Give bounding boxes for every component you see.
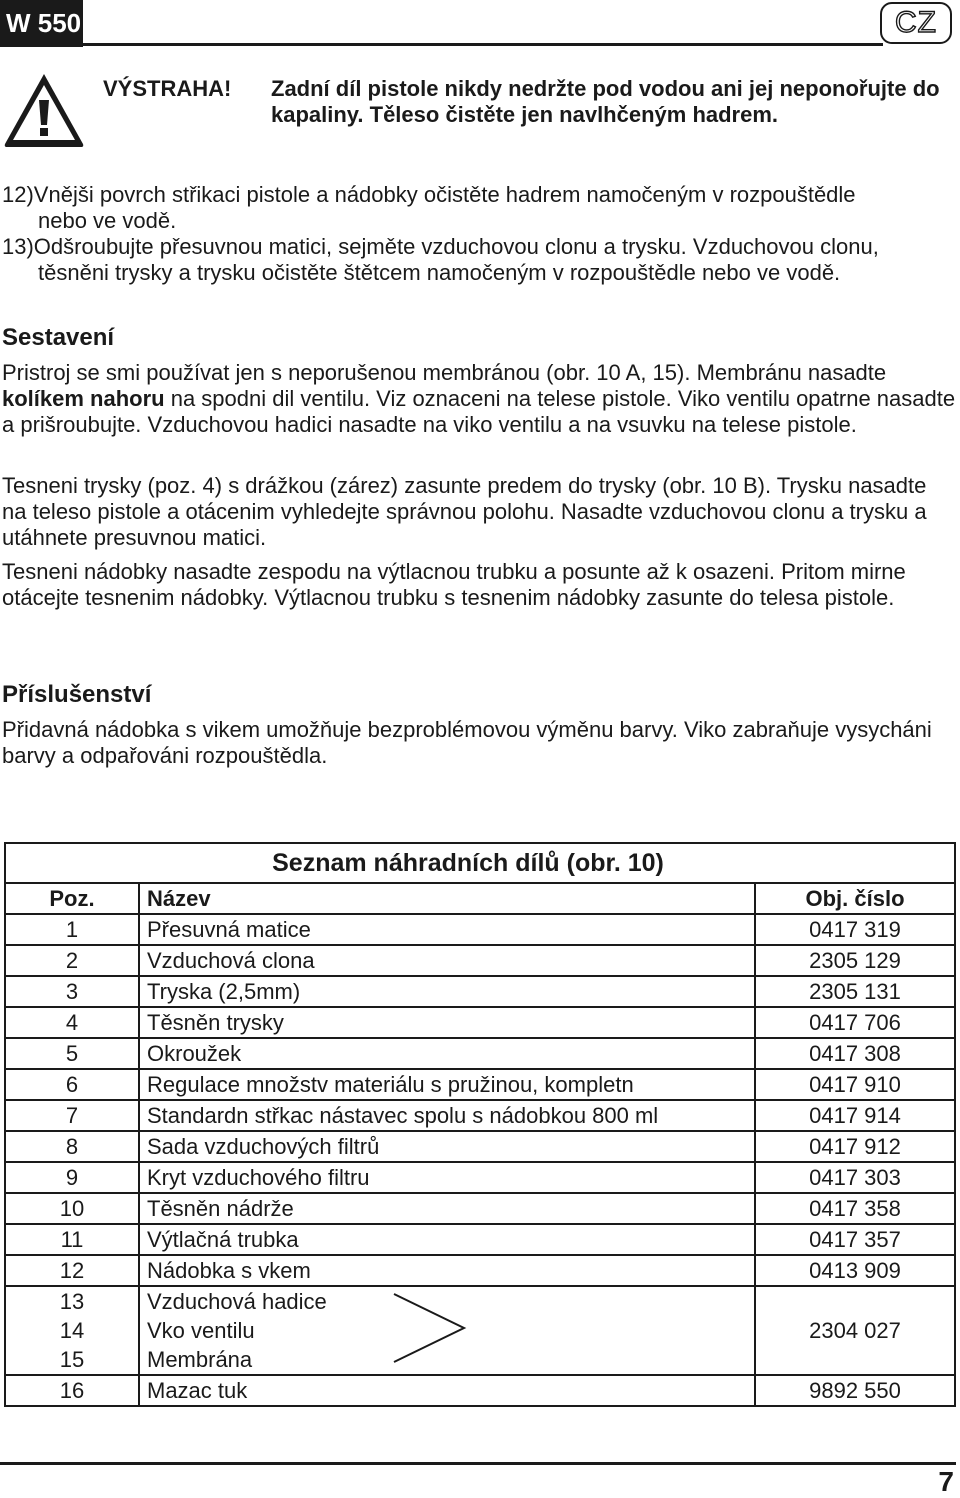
cell-pos: 8 [5, 1131, 139, 1162]
cell-pos: 11 [5, 1224, 139, 1255]
cell-code: 0417 910 [755, 1069, 955, 1100]
assembly-paragraph-2: Tesneni trysky (poz. 4) s drážkou (zárez) zasunte predem do trysky (obr. 10 B). Trysku nasadte na teleso pistole a otácenim vyhledejte správnou polohu. Nasadte vzduchovou clonu a trysku a utáhnete presuvnou matici. [2, 473, 927, 550]
cell-name: Přesuvná matice [139, 914, 755, 945]
cell-name: Vko ventilu [139, 1316, 755, 1345]
cell-name: Kryt vzduchového filtru [139, 1162, 755, 1193]
table-row [5, 976, 955, 1007]
parts-table-header [5, 883, 955, 914]
step-number: 13) [2, 234, 34, 259]
table-row [5, 1286, 955, 1316]
cell-pos: 9 [5, 1162, 139, 1193]
cell-code: 2304 027 [755, 1316, 955, 1345]
table-row [5, 1131, 955, 1162]
cell-pos: 5 [5, 1038, 139, 1069]
header-rule [83, 43, 883, 46]
table-row [5, 1069, 955, 1100]
cell-pos: 1 [5, 914, 139, 945]
cell-name: Standardn střkac nástavec spolu s nádobkou 800 ml [139, 1100, 755, 1131]
step-13 [2, 234, 957, 286]
cell-code [755, 1345, 955, 1375]
model-badge: W 550 [0, 0, 83, 47]
section-heading-assembly: Sestavení [2, 324, 115, 351]
accessories-paragraph: Přidavná nádobka s vikem umožňuje bezproblémovou výměnu barvy. Viko zabraňuje vysycháni barvy a odpařováni rozpouštědla. [2, 717, 932, 768]
cell-pos: 15 [5, 1345, 139, 1375]
cell-code: 9892 550 [755, 1375, 955, 1406]
table-row [5, 1345, 955, 1375]
cell-name: Mazac tuk [139, 1375, 755, 1406]
cell-pos: 12 [5, 1255, 139, 1286]
header-name: Název [139, 883, 755, 914]
assembly-emphasis: kolíkem nahoru [2, 386, 165, 411]
cell-pos: 10 [5, 1193, 139, 1224]
header-code: Obj. číslo [755, 883, 955, 914]
cell-code: 0417 706 [755, 1007, 955, 1038]
cell-name: Sada vzduchových filtrů [139, 1131, 755, 1162]
cell-name: Regulace množstv materiálu s pružinou, kompletn [139, 1069, 755, 1100]
cell-code: 2305 131 [755, 976, 955, 1007]
cell-code: 2305 129 [755, 945, 955, 976]
cell-code: 0417 914 [755, 1100, 955, 1131]
cell-name: Výtlačná trubka [139, 1224, 755, 1255]
parts-table-title: Seznam náhradních dílů (obr. 10) [5, 843, 955, 883]
cell-name: Vzduchová hadice [139, 1286, 755, 1316]
cell-code: 0417 358 [755, 1193, 955, 1224]
table-row [5, 1375, 955, 1406]
warning-text: Zadní díl pistole nikdy nedržte pod vodou ani jej neponořujte do kapaliny. Těleso čistěte jen navlhčeným hadrem. [271, 76, 940, 127]
page-number: 7 [938, 1466, 954, 1497]
table-row [5, 914, 955, 945]
assembly-text: Pristroj se smi používat jen s neporušenou membránou (obr. 10 A, 15). Membránu nasadte [2, 360, 887, 385]
cell-code: 0417 303 [755, 1162, 955, 1193]
cell-name: Těsněn nádrže [139, 1193, 755, 1224]
table-row [5, 1224, 955, 1255]
cell-pos: 6 [5, 1069, 139, 1100]
table-row [5, 1007, 955, 1038]
assembly-paragraph-3: Tesneni nádobky nasadte zespodu na výtlacnou trubku a posunte až k osazeni. Pritom mirne otácejte tesnenim nádobky. Výtlacnou trubku s tesnenim nádobky zasunte do telesa pistole. [2, 559, 906, 610]
warning-label: VÝSTRAHA! [103, 76, 232, 101]
assembly-text: na spodni dil ventilu. Viz oznaceni na telese pistole. Viko ventilu opatrne nasadte a prišroubujte. Vzduchovou hadici nasadte na viko ventilu a na vsuvku na telese pistole. [2, 386, 956, 437]
cell-pos: 14 [5, 1316, 139, 1345]
cell-name: Vzduchová clona [139, 945, 755, 976]
table-row [5, 1193, 955, 1224]
step-text-cont: těsněni trysky a trysku očistěte štětcem namočeným v rozpouštědle nebo ve vodě. [38, 260, 841, 285]
language-badge: CZ [880, 2, 952, 44]
table-row [5, 1255, 955, 1286]
cell-code: 0417 308 [755, 1038, 955, 1069]
table-row [5, 1162, 955, 1193]
section-heading-accessories: Příslušenství [2, 681, 152, 708]
table-row [5, 1100, 955, 1131]
cell-name: Okroužek [139, 1038, 755, 1069]
group-bracket-icon [392, 1290, 468, 1366]
cell-code: 0417 357 [755, 1224, 955, 1255]
step-text: Odšroubujte přesuvnou matici, sejměte vzduchovou clonu a trysku. Vzduchovou clonu, [33, 234, 879, 259]
cell-name: Tryska (2,5mm) [139, 976, 755, 1007]
cell-code [755, 1286, 955, 1316]
header-pos: Poz. [5, 883, 139, 914]
cell-pos: 13 [5, 1286, 139, 1316]
step-text: Vnějši povrch střikaci pistole a nádobky očistěte hadrem namočeným v rozpouštědle [33, 182, 856, 207]
cell-pos: 4 [5, 1007, 139, 1038]
table-row [5, 945, 955, 976]
cell-code: 0417 912 [755, 1131, 955, 1162]
cell-pos: 16 [5, 1375, 139, 1406]
footer-rule [0, 1462, 956, 1465]
table-row [5, 1316, 955, 1345]
cell-name: Nádobka s vkem [139, 1255, 755, 1286]
cell-name: Těsněn trysky [139, 1007, 755, 1038]
table-row [5, 1038, 955, 1069]
step-12 [2, 182, 957, 234]
cell-pos: 7 [5, 1100, 139, 1131]
step-text-cont: nebo ve vodě. [38, 208, 177, 233]
parts-table [4, 842, 956, 1407]
cell-pos: 2 [5, 945, 139, 976]
warning-icon [2, 70, 86, 150]
assembly-paragraph-1 [2, 360, 956, 438]
cell-code: 0413 909 [755, 1255, 955, 1286]
cell-name: Membrána [139, 1345, 755, 1375]
cell-pos: 3 [5, 976, 139, 1007]
cell-code: 0417 319 [755, 914, 955, 945]
step-number: 12) [2, 182, 34, 207]
